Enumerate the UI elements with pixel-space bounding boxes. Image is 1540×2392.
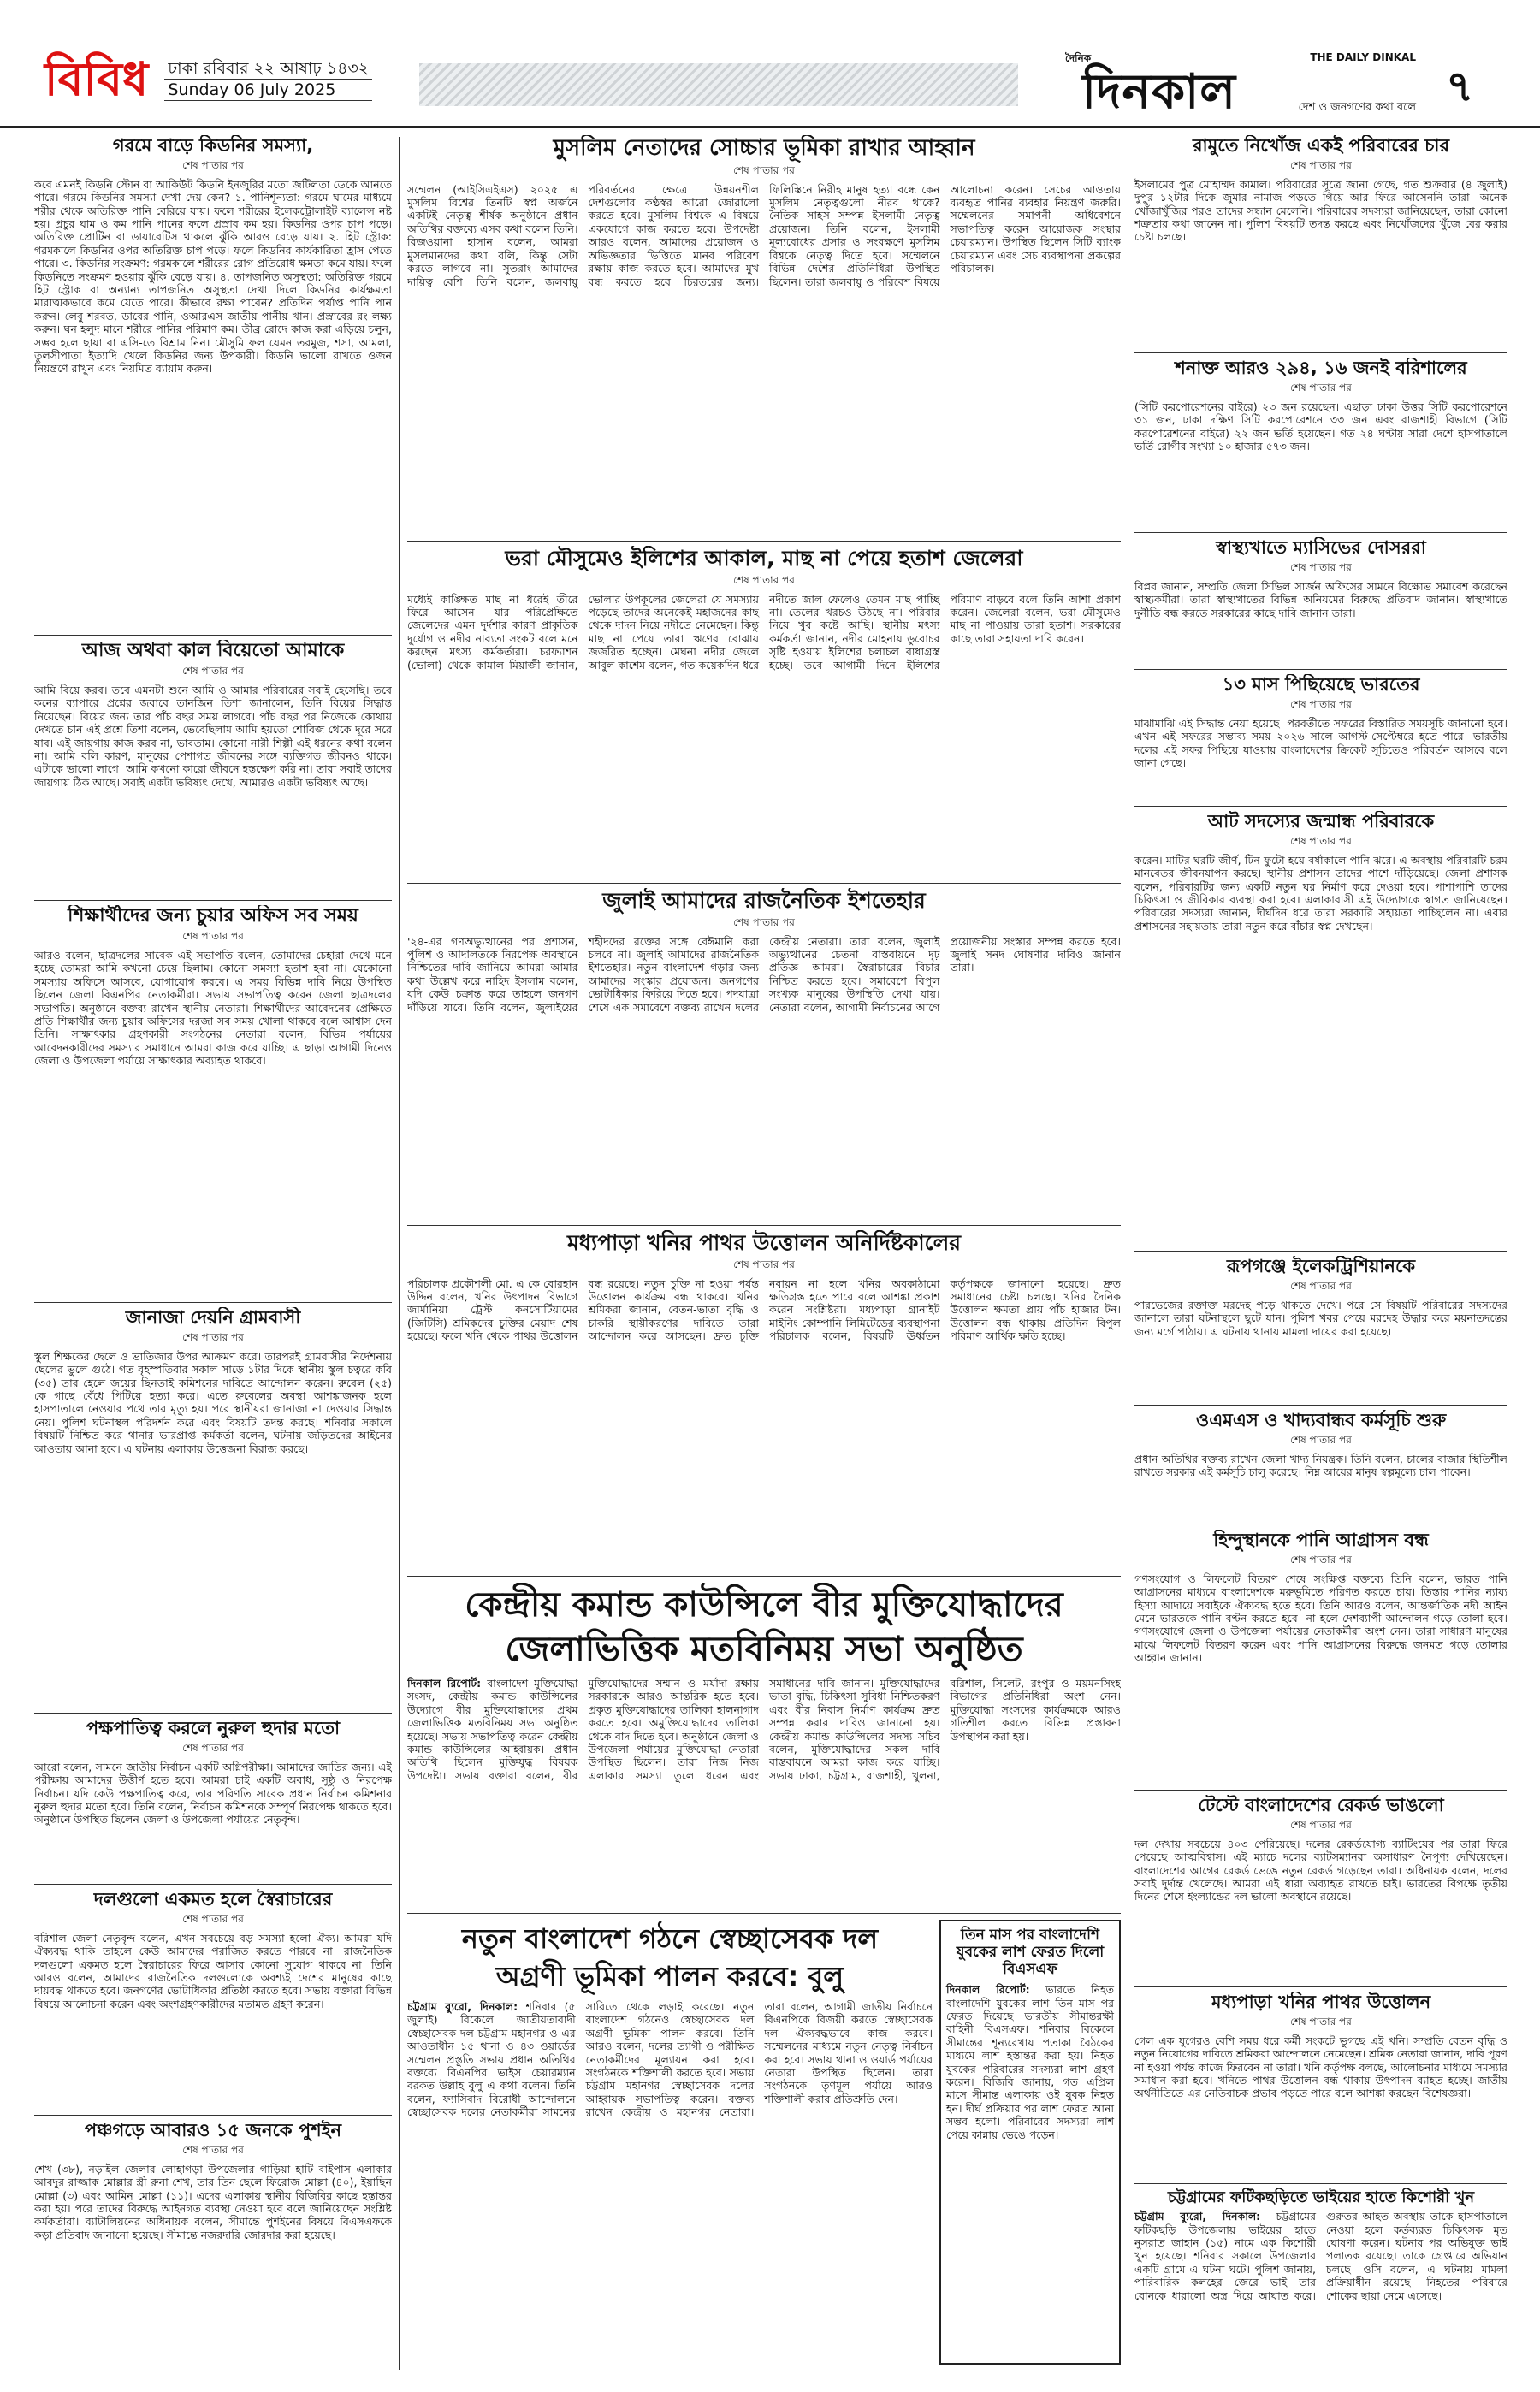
story-stone-extraction[interactable] bbox=[1134, 1992, 1507, 2180]
jump-line: শেষ পাতার পর bbox=[1290, 1279, 1352, 1292]
newspaper-logo bbox=[1057, 43, 1416, 120]
jump-line: শেষ পাতার পর bbox=[1290, 2015, 1352, 2028]
story-coal-mine[interactable] bbox=[407, 1230, 1121, 1572]
story-text: শনিবার (৫ জুলাই) বিকেলে জাতীয়তাবাদী স্বেচ্ছাসেবক দল চট্টগ্রাম মহানগর ও এর আওতাধীন ১৫ থানা ও ৪৩ ওয়ার্ডের সম্মেলন প্রস্তুতি সভায় প্রধান অতিথির বক্তব্যে বিএনপির ভাইস চেয়ারম্যান বরকত উল্লাহ বুলু এ কথা বলেন। তিনি বলেন, ফ্যাসিবাদ বিরোধী আন্দোলনে স্বেচ্ছাসেবক দলের নেতাকর্মীরা সামনের সারিতে থেকে লড়াই করেছে। নতুন বাংলাদেশ গঠনেও স্বেচ্ছাসেবক দল অগ্রণী ভূমিকা পালন করবে। তিনি আরও বলেন, দলের ত্যাগী ও পরীক্ষিত নেতাকর্মীদের মূল্যায়ন করা হবে। সংগঠনকে শক্তিশালী করতে হবে। সভায় চট্টগ্রাম মহানগর স্বেচ্ছাসেবক দলের আহ্বায়ক সভাপতিত্ব করেন। বক্তব্য রাখেন কেন্দ্রীয় ও মহানগর নেতারা। তারা বলেন, আগামী জাতীয় নির্বাচনে বিএনপিকে বিজয়ী করতে স্বেচ্ছাসেবক দল ঐক্যবদ্ধভাবে কাজ করবে। সম্মেলনের মাধ্যমে নতুন নেতৃত্ব নির্বাচন করা হবে। সভায় থানা ও ওয়ার্ড পর্যায়ের নেতারা উপস্থিত ছিলেন। তারা সংগঠনকে তৃণমূল পর্যায়ে আরও শক্তিশালী করার প্রতিশ্রুতি দেন। bbox=[407, 2000, 933, 2119]
logo-english: THE DAILY DINKAL bbox=[1310, 51, 1416, 63]
headline: জানাজা দেয়নি গ্রামবাসী bbox=[125, 1307, 301, 1328]
divider bbox=[34, 1302, 392, 1303]
headline: দলগুলো একমত হলে স্বৈরাচারের bbox=[93, 1889, 333, 1909]
column-rule bbox=[399, 137, 400, 2370]
story-body: মাঝামাঝি এই সিদ্ধান্ত নেয়া হয়েছে। পরবর্তীতে সফরের বিস্তারিত সময়সূচি জানানো হবে। এখন এই সফরের সম্ভাব্য সময় ২০২৬ সালে আগস্ট-সেপ্টেম্বরে হতে পারে। ভারতীয় দলের এই সফর পিছিয়ে যাওয়ায় বাংলাদেশের ক্রিকেট সূচিতেও পরিবর্তন আসবে বলে জানা গেছে। bbox=[1134, 716, 1507, 769]
headline: ওএমএস ও খাদ্যবান্ধব কর্মসূচি শুরু bbox=[1195, 1410, 1447, 1430]
headline: মধ্যপাড়া খনির পাথর উত্তোলন অনির্দিষ্টকালের bbox=[566, 1230, 962, 1255]
headline-line-1: কেন্দ্রীয় কমান্ড কাউন্সিলে বীর মুক্তিযোদ্ধাদের bbox=[465, 1585, 1063, 1625]
headline: চট্টগ্রামের ফটিকছড়িতে ভাইয়ের হাতে কিশোরী খুন bbox=[1167, 2188, 1475, 2206]
story-fatikchhari[interactable] bbox=[1134, 2188, 1507, 2368]
story-volunteer-league[interactable] bbox=[407, 1920, 933, 2368]
jump-line: শেষ পাতার পর bbox=[182, 1741, 244, 1754]
story-body: পরিচালক প্রকৌশলী মো. এ কে বোরহান উদ্দিন বলেন, খনির উৎপাদন বিভাগে জার্মানিয়া ট্রেস্ট কনসোর্টিয়ামের (জিটিসি) শ্রমিকদের চুক্তির মেয়াদ শেষ হয়েছে। ফলে খনি থেকে পাথর উত্তোলন বন্ধ রয়েছে। নতুন চুক্তি না হওয়া পর্যন্ত উত্তোলন কার্যক্রম বন্ধ থাকবে। খনির শ্রমিকরা জানান, বেতন-ভাতা বৃদ্ধি ও চাকরি স্থায়ীকরণের দাবিতে তারা আন্দোলন করে আসছেন। দ্রুত চুক্তি নবায়ন না হলে খনির অবকাঠামো ক্ষতিগ্রস্ত হতে পারে বলে আশঙ্কা প্রকাশ করেন সংশ্লিষ্টরা। মধ্যপাড়া গ্রানাইট মাইনিং কোম্পানি লিমিটেডের ব্যবস্থাপনা পরিচালক বলেন, বিষয়টি ঊর্ধ্বতন কর্তৃপক্ষকে জানানো হয়েছে। দ্রুত সমাধানের চেষ্টা চলছে। খনির দৈনিক উত্তোলন ক্ষমতা প্রায় পাঁচ হাজার টন। উত্তোলন বন্ধ থাকায় প্রতিদিন বিপুল পরিমাণ আর্থিক ক্ষতি হচ্ছে। bbox=[407, 1276, 1121, 1343]
headline: জুলাই আমাদের রাজনৈতিক ইশতেহার bbox=[602, 888, 926, 913]
story-body: '২৪-এর গণঅভ্যুত্থানের পর প্রশাসন, পুলিশ ও আদালতকে নিরপেক্ষ অবস্থানে নিশ্চিতের দাবি জানিয়ে আমরা আমার কথা উল্লেখ করে নাহিদ ইসলাম বলেন, যদি কেউ চক্রান্ত করে তাহলে জনগণ দাঁড়িয়ে যাবে। তিনি বলেন, জুলাইয়ের শহীদদের রক্তের সঙ্গে বেঈমানি করা চলবে না। জুলাই আমাদের রাজনৈতিক ইশতেহার। নতুন বাংলাদেশ গড়ার জন্য আমাদের সংস্কার প্রয়োজন। জনগণের ভোটাধিকার ফিরিয়ে দিতে হবে। পদযাত্রা শেষে এক সমাবেশে বক্তব্য রাখেন দলের কেন্দ্রীয় নেতারা। তারা বলেন, জুলাই অভ্যুত্থানের চেতনা বাস্তবায়নে দৃঢ় প্রতিজ্ঞ আমরা। স্বৈরাচারের বিচার নিশ্চিত করতে হবে। সমাবেশে বিপুল সংখ্যক মানুষের উপস্থিতি দেখা যায়। নেতারা বলেন, আগামী নির্বাচনের আগে প্রয়োজনীয় সংস্কার সম্পন্ন করতে হবে। জুলাই সনদ ঘোষণার দাবিও জানান তারা। bbox=[407, 934, 1121, 1014]
story-blind-family[interactable] bbox=[1134, 811, 1507, 1247]
divider bbox=[1134, 2183, 1507, 2184]
story-body: (সিটি করপোরেশনের বাইরে) ২৩ জন রয়েছেন। এছাড়া ঢাকা উত্তর সিটি করপোরেশনে ৩১ জন, ঢাকা দক্ষিণ সিটি করপোরেশনে ৩৩ জন এবং রাজশাহী বিভাগে (সিটি করপোরেশনের বাইরে) ২২ জন ভর্তি হয়েছেন। গত ২৪ ঘণ্টায় সারা দেশে হাসপাতালে ভর্তি রোগীর সংখ্যা ১০ হাজার ৫৭৩ জন। bbox=[1134, 400, 1507, 453]
date-box bbox=[164, 58, 372, 101]
jump-line: শেষ পাতার পর bbox=[182, 2143, 244, 2156]
headline: টেস্টে বাংলাদেশের রেকর্ড ভাঙলো bbox=[1198, 1795, 1444, 1815]
divider bbox=[407, 883, 1121, 884]
headline-line-2: অগ্রণী ভূমিকা পালন করবে: বুলু bbox=[495, 1960, 844, 1992]
divider bbox=[407, 1576, 1121, 1577]
divider bbox=[34, 1713, 392, 1714]
headline-line-1: নতুন বাংলাদেশ গঠনে স্বেচ্ছাসেবক দল bbox=[461, 1922, 879, 1955]
jump-line: শেষ পাতার পর bbox=[1290, 1433, 1352, 1446]
headline: ভরা মৌসুমেও ইলিশের আকাল, মাছ না পেয়ে হতাশ জেলেরা bbox=[505, 546, 1023, 571]
story-panchagarh[interactable] bbox=[34, 2120, 392, 2368]
headline: আট সদস্যের জন্মান্ধ পরিবারকে bbox=[1207, 811, 1435, 832]
logo-wordmark: দিনকাল bbox=[1082, 63, 1237, 120]
divider bbox=[407, 541, 1121, 542]
headline: পক্ষপাতিত্ব করলে নুরুল হুদার মতো bbox=[86, 1718, 341, 1738]
story-water-aggression[interactable] bbox=[1134, 1530, 1507, 1786]
story-body: আরও বলেন, ছাত্রদলের সাবেক এই সভাপতি বলেন, তোমাদের চেহারা দেখে মনে হচ্ছে তোমরা আমি কখনো চেয়ে ছিলাম। কোনো সমস্যা হতাশ হবা না। যেকোনো সমস্যায় অফিসে আসবে, যোগাযোগ করবে। এ সময় বিভিন্ন দাবি নিয়ে উপস্থিত ছিলেন জেলা বিএনপির নেতাকর্মীরা। সভায় সভাপতিত্ব করেন জেলা ছাত্রদলের সভাপতি। অনুষ্ঠানে বক্তব্য রাখেন স্থানীয় নেতারা। শিক্ষার্থীদের আবেদনের প্রেক্ষিতে প্রতি শিক্ষার্থীর জন্য চুয়ার অফিসের দরজা সব সময় খোলা থাকবে বলে আশ্বাস দেন তিনি। সাক্ষাৎকার গ্রহণকারী সংগঠনের নেতারা বলেন, বিভিন্ন পর্যায়ের আবেদনকারীদের সমস্যার সমাধানে আমরা কাজ করে যাচ্ছি। এ ছাড়া আগামী দিনেও জেলা ও উপজেলা পর্যায়ে সাক্ষাৎকার অব্যাহত থাকবে। bbox=[34, 948, 392, 1068]
divider bbox=[1134, 1986, 1507, 1987]
story-text: বাংলাদেশ মুক্তিযোদ্ধা সংসদ, কেন্দ্রীয় কমান্ড কাউন্সিলের উদ্যোগে বীর মুক্তিযোদ্ধাদের প্রথম জেলাভিত্তিক মতবিনিময় সভা অনুষ্ঠিত হয়েছে। সভায় সভাপতিত্ব করেন কেন্দ্রীয় কমান্ড কাউন্সিলের আহ্বায়ক। প্রধান অতিথি ছিলেন মুক্তিযুদ্ধ বিষয়ক উপদেষ্টা। সভায় বক্তারা বলেন, বীর মুক্তিযোদ্ধাদের সম্মান ও মর্যাদা রক্ষায় সরকারকে আরও আন্তরিক হতে হবে। প্রকৃত মুক্তিযোদ্ধাদের তালিকা হালনাগাদ করতে হবে। অমুক্তিযোদ্ধাদের তালিকা থেকে বাদ দিতে হবে। অনুষ্ঠানে জেলা ও উপজেলা পর্যায়ের মুক্তিযোদ্ধা নেতারা উপস্থিত ছিলেন। তারা নিজ নিজ এলাকার সমস্যা তুলে ধরেন এবং সমাধানের দাবি জানান। মুক্তিযোদ্ধাদের ভাতা বৃদ্ধি, চিকিৎসা সুবিধা নিশ্চিতকরণ এবং বীর নিবাস নির্মাণ কার্যক্রম দ্রুত সম্পন্ন করার দাবিও জানানো হয়। কেন্দ্রীয় কমান্ড কাউন্সিলের সদস্য সচিব বলেন, মুক্তিযোদ্ধাদের সকল দাবি বাস্তবায়নে আমরা কাজ করে যাচ্ছি। সভায় ঢাকা, চট্টগ্রাম, রাজশাহী, খুলনা, বরিশাল, সিলেট, রংপুর ও ময়মনসিংহ বিভাগের প্রতিনিধিরা অংশ নেন। মুক্তিযোদ্ধা সংসদের কার্যক্রমকে আরও গতিশীল করতে বিভিন্ন প্রস্তাবনা উপস্থাপন করা হয়। bbox=[407, 1677, 1121, 1782]
divider bbox=[1134, 1251, 1507, 1252]
story-bsf-bodies[interactable] bbox=[939, 1920, 1121, 2365]
story-body: প্রধান অতিথির বক্তব্য রাখেন জেলা খাদ্য নিয়ন্ত্রক। তিনি বলেন, চালের বাজার স্থিতিশীল রাখতে সরকার এই কর্মসূচি চালু করেছে। নিম্ন আয়ের মানুষ স্বল্পমূল্যে চাল পাবেন। bbox=[1134, 1452, 1507, 1479]
divider bbox=[34, 900, 392, 901]
jump-line: শেষ পাতার পর bbox=[1290, 381, 1352, 394]
decorative-band bbox=[419, 63, 1018, 106]
jump-line: শেষ পাতার পর bbox=[1290, 1818, 1352, 1831]
jump-line: শেষ পাতার পর bbox=[182, 929, 244, 942]
story-wedding[interactable] bbox=[34, 640, 392, 897]
story-body: করেন। মাটির ঘরটি জীর্ণ, টিন ফুটো হয়ে বর্ষাকালে পানি ঝরে। এ অবস্থায় পরিবারটি চরম মানবেতর জীবনযাপন করছে। স্থানীয় প্রশাসন তাদের পাশে দাঁড়িয়েছে। জেলা প্রশাসক বলেন, পরিবারটির জন্য একটি নতুন ঘর নির্মাণ করে দেওয়া হবে। পাশাপাশি তাদের চিকিৎসা ও জীবিকার ব্যবস্থা করা হবে। এলাকাবাসী এই উদ্যোগকে স্বাগত জানিয়েছেন। পরিবারের সদস্যরা জানান, দীর্ঘদিন ধরে তারা সরকারি সহায়তা পাচ্ছিলেন না। এবার প্রশাসনের সহায়তায় তারা নতুন করে বাঁচার স্বপ্ন দেখছেন। bbox=[1134, 853, 1507, 933]
section-header bbox=[44, 53, 372, 104]
date-english: Sunday 06 July 2025 bbox=[164, 80, 372, 101]
divider bbox=[34, 635, 392, 636]
headline: রূপগঞ্জে ইলেকট্রিশিয়ানকে bbox=[1226, 1256, 1416, 1276]
jump-line: শেষ পাতার পর bbox=[733, 573, 795, 586]
story-body: মধ্যেই কাঙ্ক্ষিত মাছ না ধরেই তীরে ফিরে আসেন। যার পরিপ্রেক্ষিতে জেলেদের এমন দুর্দশার কারণ প্রাকৃতিক দুর্যোগ ও নদীর নাব্যতা সংকট বলে মনে করছেন মৎস্য কর্মকর্তারা। চরফ্যাশন (ভোলা) থেকে কামাল মিয়াজী জানান, ভোলার উপকূলের জেলেরা যে সমস্যায় পড়েছে তাদের অনেকেই মহাজনের কাছ থেকে দাদন নিয়ে নদীতে নেমেছেন। কিন্তু মাছ না পেয়ে তারা ঋণের বোঝায় জর্জরিত হচ্ছেন। মেঘনা নদীর জেলে আবুল কাশেম বলেন, গত কয়েকদিন ধরে নদীতে জাল ফেলেও তেমন মাছ পাচ্ছি না। তেলের খরচও উঠছে না। পরিবার নিয়ে খুব কষ্টে আছি। স্থানীয় মৎস্য কর্মকর্তা জানান, নদীর মোহনায় ডুবোচর সৃষ্টি হওয়ায় ইলিশের চলাচল বাধাগ্রস্ত হচ্ছে। তবে আগামী দিনে ইলিশের পরিমাণ বাড়বে বলে তিনি আশা প্রকাশ করেন। জেলেরা বলেন, ভরা মৌসুমেও মাছ না পাওয়ায় তারা হতাশ। সরকারের কাছে তারা সহায়তা দাবি করেন। bbox=[407, 592, 1121, 672]
story-body: বরিশাল জেলা নেতৃবৃন্দ বলেন, এখন সবচেয়ে বড় সমস্যা হলো ঐক্য। আমরা যদি ঐক্যবদ্ধ থাকি তাহলে কেউ আমাদের পরাজিত করতে পারবে না। রাজনৈতিক দলগুলো একমত হলে স্বৈরাচারের ফিরে আসার কোনো সুযোগ থাকবে না। তিনি আরও বলেন, আমাদের রাজনৈতিক দলগুলোকে অবশ্যই দেশের মানুষের কাছে দায়বদ্ধ থাকতে হবে। জনগণের ভোটাধিকার প্রতিষ্ঠা করতে হবে। সভায় বক্তারা বিভিন্ন বিষয়ে আলোচনা করেন এবং অংশগ্রহণকারীদের মতামত গ্রহণ করেন। bbox=[34, 1931, 392, 2010]
story-body: পারভেজের রক্তাক্ত মরদেহ পড়ে থাকতে দেখে। পরে সে বিষয়টি পরিবারের সদস্যদের জানালে তারা ঘটনাস্থলে ছুটে যান। পুলিশ খবর পেয়ে মরদেহ উদ্ধার করে ময়নাতদন্তের জন্য মর্গে পাঠায়। এ ঘটনায় থানায় মামলা দায়ের করা হয়েছে। bbox=[1134, 1298, 1507, 1338]
divider bbox=[1134, 669, 1507, 670]
divider bbox=[1134, 532, 1507, 533]
story-body bbox=[407, 2000, 933, 2119]
story-body bbox=[407, 1677, 1121, 1782]
story-test-record[interactable] bbox=[1134, 1795, 1507, 1983]
jump-line: শেষ পাতার পর bbox=[182, 158, 244, 171]
divider bbox=[1134, 806, 1507, 807]
logo-tagline: দেশ ও জনগণের কথা বলে bbox=[1298, 101, 1416, 114]
headline: শিক্ষার্থীদের জন্য চুয়ার অফিস সব সময় bbox=[68, 905, 358, 927]
dateline: চট্টগ্রাম ব্যুরো, দিনকাল: bbox=[407, 2000, 518, 2013]
dateline: দিনকাল রিপোর্ট: bbox=[946, 1983, 1030, 1997]
headline: শনাক্ত আরও ২৯৪, ১৬ জনই বরিশালের bbox=[1175, 358, 1467, 378]
headline: ১৩ মাস পিছিয়েছে ভারতের bbox=[1222, 674, 1420, 695]
story-july-manifesto[interactable] bbox=[407, 888, 1121, 1222]
dateline: চট্টগ্রাম ব্যুরো, দিনকাল: bbox=[1134, 2210, 1261, 2223]
headline: রামুতে নিখোঁজ একই পরিবারের চার bbox=[1192, 135, 1450, 156]
jump-line: শেষ পাতার পর bbox=[182, 664, 244, 677]
jump-line: শেষ পাতার পর bbox=[733, 163, 795, 176]
jump-line: শেষ পাতার পর bbox=[1290, 697, 1352, 710]
story-kidney[interactable] bbox=[34, 135, 392, 631]
headline-line-2: জেলাভিত্তিক মতবিনিময় সভা অনুষ্ঠিত bbox=[505, 1630, 1023, 1669]
jump-line: শেষ পাতার পর bbox=[182, 1912, 244, 1925]
story-body bbox=[946, 1983, 1114, 2141]
story-hilsa[interactable] bbox=[407, 546, 1121, 879]
dateline: দিনকাল রিপোর্ট: bbox=[407, 1677, 482, 1690]
story-text: চট্টগ্রামের ফটিকছড়ি উপজেলায় ভাইয়ের হাতে নুসরাত জাহান (১৫) নামে এক কিশোরী খুন হয়েছে। শনিবার সকালে উপজেলার একটি গ্রামে এ ঘটনা ঘটে। পুলিশ জানায়, পারিবারিক কলহের জেরে ভাই তার বোনকে ধারালো অস্ত্র দিয়ে আঘাত করে। গুরুতর আহত অবস্থায় তাকে হাসপাতালে নেওয়া হলে কর্তব্যরত চিকিৎসক মৃত ঘোষণা করেন। ঘটনার পর অভিযুক্ত ভাই পলাতক রয়েছে। তাকে গ্রেপ্তারে অভিযান চলছে। ওসি বলেন, এ ঘটনায় মামলা প্রক্রিয়াধীন রয়েছে। নিহতের পরিবারে শোকের ছায়া নেমে এসেছে। bbox=[1134, 2210, 1507, 2302]
headline: মুসলিম নেতাদের সোচ্চার ভূমিকা রাখার আহ্বান bbox=[553, 135, 975, 161]
story-body: স্কুল শিক্ষকের ছেলে ও ভাতিজার উপর আক্রমণ করে। তারপরই গ্রামবাসীর নির্দেশনায় ছেলের ভুলে গুঠে। গত বৃহস্পতিবার সকাল সাড়ে ১টার দিকে স্থানীয় স্কুল চত্বরে কবি (৩৫) তার হেলে জয়ের ছিনতাই কমিশনের দাবিতে আন্দোলন করেন। রুবেল (২৫) কে গাছে বেঁধে পিটিয়ে হত্যা করে। এতে রুবেলের অবস্থা আশঙ্কাজনক হলে হাসপাতালে নেওয়ার পথে তার মৃত্যু হয়। পরে স্থানীয়রা জানাজা না দেওয়ার সিদ্ধান্ত নেয়। পুলিশ ঘটনাস্থল পরিদর্শন করে এবং বিষয়টি তদন্ত করছে। শনিবার সকালে বিষয়টি নিশ্চিত করে থানার ভারপ্রাপ্ত কর্মকর্তা বলেন, ঘটনায় জড়িতদের আইনের আওতায় আনা হবে। এ ঘটনায় এলাকায় উত্তেজনা বিরাজ করছে। bbox=[34, 1349, 392, 1455]
story-body: আরো বলেন, সামনে জাতীয় নির্বাচন একটি অগ্নিপরীক্ষা। আমাদের জাতির জন্য। এই পরীক্ষায় আমাদের উত্তীর্ণ হতে হবে। আমরা চাই একটি অবাধ, সুষ্ঠু ও নিরপেক্ষ নির্বাচন। যদি কেউ পক্ষপাতিত্ব করে, তার পরিণতি সাবেক প্রধান নির্বাচন কমিশনার নুরুল হুদার মতো হবে। তিনি বলেন, নির্বাচন কমিশনকে সম্পূর্ণ নিরপেক্ষ থাকতে হবে। অনুষ্ঠানে উপস্থিত ছিলেন জেলা ও উপজেলা পর্যায়ের নেতৃবৃন্দ। bbox=[34, 1760, 392, 1827]
divider bbox=[1134, 1790, 1507, 1791]
jump-line: শেষ পাতার পর bbox=[1290, 1553, 1352, 1566]
divider bbox=[407, 1225, 1121, 1226]
page-number: ৭ bbox=[1446, 61, 1474, 111]
masthead bbox=[0, 0, 1540, 128]
jump-line: শেষ পাতার পর bbox=[733, 1258, 795, 1270]
headline: তিন মাস পর বাংলাদেশি যুবকের লাশ ফেরত দিলো বিএসএফ bbox=[956, 1927, 1105, 1979]
story-missing-family[interactable] bbox=[1134, 135, 1507, 349]
headline: স্বাস্থ্যখাতে ম্যাসিভের দোসররা bbox=[1216, 537, 1426, 558]
story-freedom-fighters[interactable] bbox=[407, 1583, 1121, 1908]
story-body: বিপ্লব জানান, সম্প্রতি জেলা সিভিল সার্জন অফিসের সামনে বিক্ষোভ সমাবেশ করেছেন স্বাস্থ্যকর্মীরা। তারা স্বাস্থ্যখাতের বিভিন্ন অনিয়মের বিরুদ্ধে প্রতিবাদ জানান। স্বাস্থ্যখাতে দুর্নীতি বন্ধ করতে সরকারের কাছে দাবি জানান তারা। bbox=[1134, 579, 1507, 619]
divider bbox=[407, 1913, 1121, 1914]
story-body bbox=[1134, 2210, 1507, 2302]
divider bbox=[1134, 352, 1507, 353]
section-name: বিবিধ bbox=[44, 51, 149, 106]
story-india-tour[interactable] bbox=[1134, 674, 1507, 802]
story-body: দল দেখায় সবচেয়ে ৪০৩ পেরিয়েছে। দলের রেকর্ডযোগ্য ব্যাটিংয়ের পর তারা ফিরে পেয়েছে আত্মবিশ্বাস। এই ম্যাচে দলের ব্যাটসম্যানরা অসাধারণ নৈপুণ্য দেখিয়েছেন। বাংলাদেশের আগের রেকর্ড ভেঙে নতুন রেকর্ড গড়েছেন তারা। অধিনায়ক বলেন, দলের সবাই দুর্দান্ত খেলেছে। আমরা এই ধারা অব্যাহত রাখতে চাই। ভারতের বিপক্ষে তৃতীয় দিনের শেষে ইংল্যান্ডের দল ভালো অবস্থানে রয়েছে। bbox=[1134, 1837, 1507, 1904]
story-body: শেখ (৩৮), নড়াইল জেলার লোহাগড়া উপজেলার গাড়িয়া হাটি বাইপাস এলাকার আবদুর রাজ্জাক মোল্লার স্ত্রী রুনা শেখ, তার তিন ছেলে ফিরোজ মোল্লা (৪০), ইয়াছিন মোল্লা (৩) এবং আমিন মোল্লা (১১)। এদের এলাকায় স্থানীয় বিজিবির কাছে হস্তান্তর করা হয়। পরে তাদের বিরুদ্ধে আইনগত ব্যবস্থা নেওয়া হবে বলে জানিয়েছেন সংশ্লিষ্ট কর্মকর্তারা। ব্যাটালিয়নের অধিনায়ক বলেন, সীমান্তে পুশইনের বিষয়ে বিএসএফকে কড়া প্রতিবাদ জানানো হয়েছে। সীমান্তে নজরদারি জোরদার করা হয়েছে। bbox=[34, 2162, 392, 2241]
date-bangla: ঢাকা রবিবার ২২ আষাঢ় ১৪৩২ bbox=[164, 58, 372, 80]
story-health-sector[interactable] bbox=[1134, 537, 1507, 666]
story-oms[interactable] bbox=[1134, 1410, 1507, 1521]
logo-prefix: দৈনিক bbox=[1065, 52, 1092, 64]
jump-line: শেষ পাতার পর bbox=[182, 1330, 244, 1343]
story-students[interactable] bbox=[34, 905, 392, 1299]
story-body: আমি বিয়ে করব। তবে এমনটা শুনে আমি ও আমার পরিবারের সবাই হেসেছি। তবে কনের ব্যাপারে প্রশ্নের জবাবে তানজিন তিশা জানালেন, তিনি বিয়ের সিদ্ধান্ত নিয়েছেন। বিয়ের জন্য তার পাঁচ বছর সময় লাগবে। পাঁচ বছর পর নিজেকে কোথায় দেখতে চান এই প্রশ্নে তিশা বলেন, ভেবেছিলাম আমি হয়তো শোবিজ থেকে দূরে সরে যাব। এই জায়গায় কাজ করব না, ভাবতাম। কোনো নারী শিল্পী এই ধরনের কথা বলেন না। আমি বলি কারণ, মানুষের পেশাগত জীবনের সঙ্গে ব্যক্তিগত জীবনও থাকে। এটাকে ভালো লাগে। আমি কখনো কারো জীবনে হস্তক্ষেপ করি না। তারা সবাই তাদের জায়গায় ঠিক আছে। সবাই একটা ভবিষ্যৎ দেখে, আমারও একটা ভবিষ্যৎ আছে। bbox=[34, 683, 392, 789]
story-muslim-leaders[interactable] bbox=[407, 135, 1121, 537]
story-unity[interactable] bbox=[34, 1889, 392, 2111]
headline: আজ অথবা কাল বিয়েতো আমাকে bbox=[81, 640, 345, 661]
jump-line: শেষ পাতার পর bbox=[1290, 560, 1352, 573]
story-dengue[interactable] bbox=[1134, 358, 1507, 529]
story-body: গেল এক যুগেরও বেশি সময় ধরে কর্মী সংকটে ভুগছে এই খনি। সম্প্রতি বেতন বৃদ্ধি ও নতুন নিয়োগের দাবিতে শ্রমিকরা আন্দোলনে নেমেছেন। শ্রমিক নেতারা জানান, দাবি পূরণ না হওয়া পর্যন্ত কাজে ফিরবেন না তারা। খনি কর্তৃপক্ষ বলছে, আলোচনার মাধ্যমে সমস্যার সমাধান করা হবে। খনিতে পাথর উত্তোলন বন্ধ থাকায় উৎপাদন ব্যাহত হচ্ছে। জাতীয় অর্থনীতিতে এর নেতিবাচক প্রভাব পড়তে পারে বলে আশঙ্কা করছেন বিশেষজ্ঞরা। bbox=[1134, 2034, 1507, 2100]
story-electrician[interactable] bbox=[1134, 1256, 1507, 1401]
divider bbox=[1134, 1405, 1507, 1406]
divider bbox=[34, 2115, 392, 2116]
divider bbox=[34, 1884, 392, 1885]
headline: মধ্যপাড়া খনির পাথর উত্তোলন bbox=[1211, 1992, 1431, 2012]
story-body: ইসলামের পুত্র মোহাম্মদ কামাল। পরিবারের সূত্রে জানা গেছে, গত শুক্রবার (৪ জুলাই) দুপুর ১২টার দিকে জুমার নামাজ পড়তে গিয়ে আর ফিরে আসেননি তারা। অনেক খোঁজাখুঁজির পরও তাদের সন্ধান মেলেনি। পরিবারের সদস্যরা জানিয়েছেন, তারা কোনো শত্রুতার কথা জানেন না। পুলিশ বিষয়টি তদন্ত করছে এবং নিখোঁজদের খুঁজে বের করার চেষ্টা চলছে। bbox=[1134, 177, 1507, 244]
jump-line: শেষ পাতার পর bbox=[1290, 834, 1352, 847]
story-body: সম্মেলন (আইসিএইএস) ২০২৫ এ মুসলিম বিশ্বের তিনটি স্বপ্ন অর্জনে একটিই নেতৃত্ব শীর্ষক অনুষ্ঠানে প্রধান অতিথির বক্তব্যে এসব কথা বলেন তিনি। রিজওয়ানা হাসান বলেন, আমরা মুসলমানদের কথা বলি, কিন্তু সেটা করতে লাগবে না। সুতরাং আমাদের দায়িত্ব বেশি। তিনি বলেন, জলবায়ু পরিবর্তনের ক্ষেত্রে উন্নয়নশীল দেশগুলোর কণ্ঠস্বর আরো জোরালো করতে হবে। মুসলিম বিশ্বকে এ বিষয়ে একযোগে কাজ করতে হবে। উপদেষ্টা আরও বলেন, আমাদের প্রয়োজন ও অভিজ্ঞতার ভিত্তিতে মানব পরিবেশ রক্ষায় কাজ করতে হবে। আমাদের মুখ বন্ধ করতে হবে চিরতরের জন্য। ফিলিস্তিনে নিরীহ মানুষ হত্যা বন্ধে কেন মুসলিম নেতৃত্বগুলো নীরব থাকে? নৈতিক সাহস সম্পন্ন ইসলামী নেতৃত্ব প্রয়োজন। তিনি বলেন, ইসলামী মূল্যবোধের প্রসার ও সংরক্ষণে মুসলিম বিশ্বকে নেতৃত্ব দিতে হবে। সম্মেলনে বিভিন্ন দেশের প্রতিনিধিরা উপস্থিত ছিলেন। তারা জলবায়ু ও পরিবেশ বিষয়ে আলোচনা করেন। সেচের আওতায় ব্যবহৃত পানির ব্যবহার নিয়ন্ত্রণ জরুরি। সম্মেলনের সমাপনী অধিবেশনে সভাপতিত্ব করেন আয়োজক সংস্থার চেয়ারম্যান। উপস্থিত ছিলেন সিটি ব্যাংক চেয়ারম্যান এবং সেচ ব্যবস্থাপনা প্রকল্পের পরিচালক। bbox=[407, 182, 1121, 288]
story-bias[interactable] bbox=[34, 1718, 392, 1880]
story-funeral[interactable] bbox=[34, 1307, 392, 1709]
story-text: ভারতে নিহত বাংলাদেশি যুবকের লাশ তিন মাস পর ফেরত দিয়েছে ভারতীয় সীমান্তরক্ষী বাহিনী বিএসএফ। শনিবার বিকেলে সীমান্তের শূন্যরেখায় পতাকা বৈঠকের মাধ্যমে লাশ হস্তান্তর করা হয়। নিহত যুবকের পরিবারের সদস্যরা লাশ গ্রহণ করেন। বিজিবি জানায়, গত এপ্রিল মাসে সীমান্ত এলাকায় ওই যুবক নিহত হন। দীর্ঘ প্রক্রিয়ার পর লাশ ফেরত আনা সম্ভব হলো। পরিবারের সদস্যরা লাশ পেয়ে কান্নায় ভেঙে পড়েন। bbox=[946, 1983, 1114, 2141]
jump-line: শেষ পাতার পর bbox=[1290, 158, 1352, 171]
headline: পঞ্চগড়ে আবারও ১৫ জনকে পুশইন bbox=[84, 2120, 342, 2140]
story-body: কবে এমনই কিডনি স্টোন বা আকিউট কিডনি ইনজুরির মতো জটিলতা ডেকে আনতে পারে। গরমে কিডনির সমস্যা দেখা দেয় কেন? ১. পানিশূন্যতা: গরমে ঘামের মাধ্যমে শরীর থেকে অতিরিক্ত পানি বেরিয়ে যায়। ফলে শরীরের ইলেকট্রোলাইট ব্যালেন্স নষ্ট হয়। প্রচুর ঘাম ও কম পানি পানের ফলে প্রস্রাব কম হয়। কিডনির ওপর চাপ পড়ে। অতিরিক্ত প্রোটিন বা ডায়াবেটিস থাকলে ঝুঁকি আরও বেড়ে যায়। ২. হিট স্ট্রোক: গরমকালে কিডনির ওপর অতিরিক্ত চাপ পড়ে। ফলে কিডনির কার্যকারিতা হ্রাস পেতে পারে। ৩. কিডনির সংক্রমণ: গরমকালে শরীরের রোগ প্রতিরোধ ক্ষমতা কমে যায়। ফলে কিডনিতে সংক্রমণ হওয়ার ঝুঁকি বেড়ে যায়। ৪. তাপজনিত অসুস্থতা: অতিরিক্ত গরমে হিট স্ট্রোক বা অন্যান্য তাপজনিত অসুস্থতা দেখা দিলে কিডনির কার্যক্ষমতা মারাত্মকভাবে কমে যেতে পারে। কীভাবে রক্ষা পাবেন? প্রতিদিন পর্যাপ্ত পানি পান করুন। লেবু শরবত, ডাবের পানি, ওআরএস জাতীয় পানীয় খান। প্রস্রাবের রং লক্ষ্য করুন। ঘন হলুদ মানে শরীরে পানির পরিমাণ কম। তীব্র রোদে কাজ করা এড়িয়ে চলুন, সম্ভব হলে ছায়া বা এসি-তে বিশ্রাম নিন। মৌসুমি ফল যেমন তরমুজ, শসা, আমলা, তুলসীপাতা ইত্যাদি খেলে কিডনির জন্য উপকারী। কিডনি ভালো রাখতে ওজন নিয়ন্ত্রণে রাখুন এবং নিয়মিত ব্যায়াম করুন। bbox=[34, 177, 392, 376]
headline: হিন্দুস্থানকে পানি আগ্রাসন বন্ধ bbox=[1213, 1530, 1429, 1550]
headline: গরমে বাড়ে কিডনির সমস্যা, bbox=[112, 135, 314, 156]
jump-line: শেষ পাতার পর bbox=[733, 915, 795, 928]
story-body: গণসংযোগ ও লিফলেট বিতরণ শেষে সংক্ষিপ্ত বক্তব্যে তিনি বলেন, ভারত পানি আগ্রাসনের মাধ্যমে বাংলাদেশকে মরুভূমিতে পরিণত করতে চায়। তিস্তার পানির ন্যায্য হিস্যা আদায়ে সবাইকে ঐক্যবদ্ধ হতে হবে। তিনি আরও বলেন, আন্তর্জাতিক নদী আইন মেনে ভারতকে পানি বণ্টন করতে হবে। না হলে দেশব্যাপী আন্দোলন গড়ে তোলা হবে। গণসংযোগে জেলা ও উপজেলা পর্যায়ের নেতাকর্মীরা অংশ নেন। তারা সাধারণ মানুষের মাঝে লিফলেট বিতরণ করেন এবং পানি আগ্রাসনের বিরুদ্ধে জনমত গড়ে তোলার আহ্বান জানান। bbox=[1134, 1572, 1507, 1665]
